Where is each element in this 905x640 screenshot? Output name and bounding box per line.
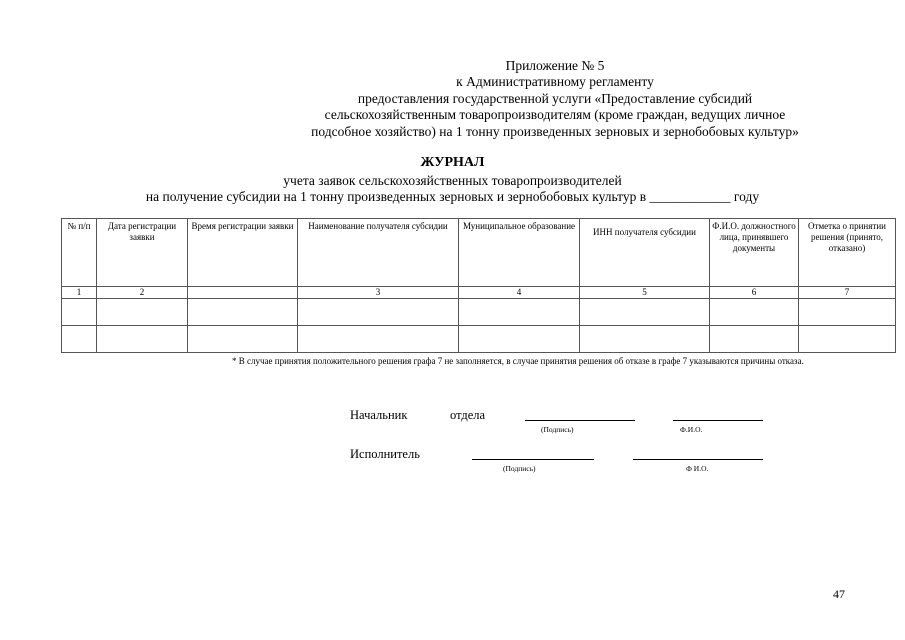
column-header: Муниципальное образование	[459, 219, 580, 287]
column-number: 4	[459, 287, 580, 299]
journal-subtitle-line: учета заявок сельскохозяйственных товаропроизводителей	[283, 173, 622, 188]
header-line: к Административному регламенту	[456, 74, 654, 90]
header-line: предоставления государственной услуги «Предоставление субсидий	[357, 90, 753, 106]
column-header: Наименование получателя субсидии	[298, 219, 459, 287]
name-hint: Ф И.О.	[686, 464, 709, 473]
table-cell	[710, 299, 799, 326]
column-header: ИНН получателя субсидии	[580, 219, 710, 287]
chief-signature-line	[525, 420, 635, 421]
column-number: 2	[97, 287, 188, 299]
table-cell	[799, 326, 896, 353]
column-header: Время регистрации заявки	[188, 219, 298, 287]
column-header: № п/п	[62, 219, 97, 287]
journal-subtitle	[0, 173, 905, 206]
header-line: Приложение № 5	[505, 58, 605, 73]
column-header: Дата регистрации заявки	[97, 219, 188, 287]
table-cell	[580, 299, 710, 326]
table-cell	[298, 326, 459, 353]
executor-name-line	[633, 459, 763, 460]
footnote: * В случае принятия положительного решения графа 7 не заполняется, в случае принятия решения об отказе в графе 7 указываются причины отказа.	[232, 356, 804, 366]
table-row	[62, 299, 896, 326]
signature-hint: (Подпись)	[503, 464, 536, 473]
journal-subtitle-line: на получение субсидии на 1 тонну произведенных зерновых и зернобобовых культур в ____________ году	[145, 189, 760, 205]
table-cell	[459, 326, 580, 353]
signature-hint: (Подпись)	[541, 425, 574, 434]
table-header-row	[62, 219, 896, 287]
table-cell	[580, 326, 710, 353]
column-number: 7	[799, 287, 896, 299]
appendix-header	[250, 58, 860, 140]
table-cell	[298, 299, 459, 326]
table-cell	[62, 299, 97, 326]
table-cell	[97, 299, 188, 326]
journal-title: ЖУРНАЛ	[420, 155, 485, 170]
column-number: 3	[298, 287, 459, 299]
department-label: отдела	[450, 408, 486, 422]
column-number: 6	[710, 287, 799, 299]
column-number: 1	[62, 287, 97, 299]
table-cell	[459, 299, 580, 326]
header-line: подсобное хозяйство) на 1 тонну произведенных зерновых и зернобобовых культур»	[311, 123, 799, 139]
table-cell	[710, 326, 799, 353]
table-cell	[188, 326, 298, 353]
executor-signature-line	[472, 459, 594, 460]
table-cell	[97, 326, 188, 353]
page-number: 47	[833, 587, 845, 601]
header-line: сельскохозяйственным товаропроизводителям (кроме граждан, ведущих личное	[324, 107, 786, 123]
journal-table	[61, 218, 896, 353]
column-header: Ф.И.О. должностного лица, принявшего документы	[710, 219, 799, 287]
column-number: 5	[580, 287, 710, 299]
table-cell	[62, 326, 97, 353]
column-number-row	[62, 287, 896, 299]
table-cell	[799, 299, 896, 326]
chief-name-line	[673, 420, 763, 421]
table-row	[62, 326, 896, 353]
name-hint: Ф.И.О.	[680, 425, 703, 434]
executor-label: Исполнитель	[350, 447, 420, 461]
table-cell	[188, 299, 298, 326]
column-header: Отметка о принятии решения (принято, отказано)	[799, 219, 896, 287]
column-number	[188, 287, 298, 299]
chief-label: Начальник	[350, 408, 408, 422]
